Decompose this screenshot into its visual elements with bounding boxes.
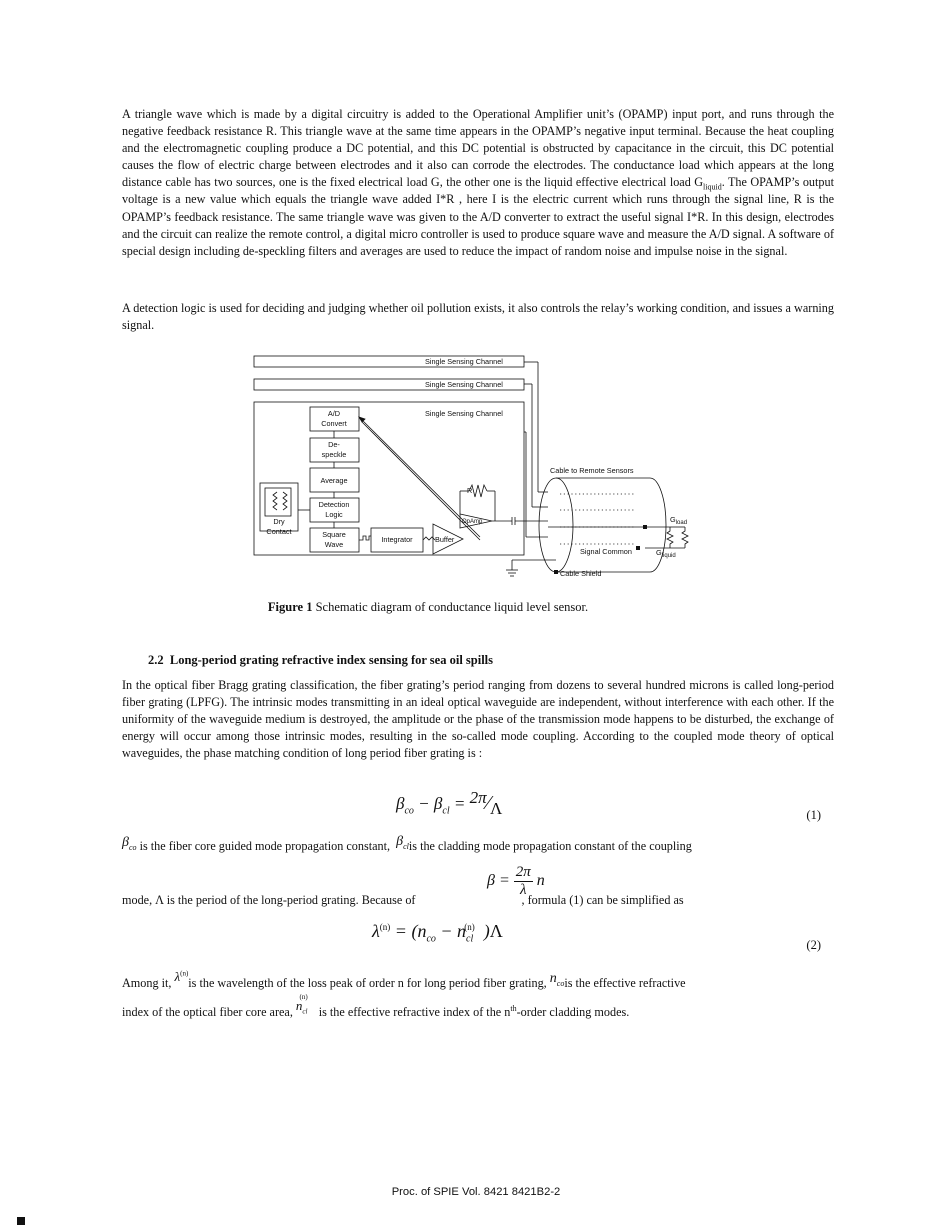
cable-shield-label: Cable Shield <box>560 569 602 578</box>
dry-label-1: Dry <box>273 517 285 526</box>
schematic-figure <box>250 352 700 584</box>
channel-label-3: Single Sensing Channel <box>425 409 503 418</box>
square-label-1: Square <box>322 530 346 539</box>
cable-label: Cable to Remote Sensors <box>550 466 634 475</box>
equation-1: $\beta_{co} - \beta_{cl}$ = 2π⁄Λ <box>396 788 503 818</box>
paragraph-beta: $\beta_{co}$ is the fiber core guided mode propagation constant, $\beta_{cl}is$ the cladding mode propagation constant of the coupling <box>122 834 692 853</box>
detection-label-1: Detection <box>318 500 350 509</box>
dry-label-2: Contact <box>266 527 292 536</box>
average-label: Average <box>320 476 348 485</box>
ad-label-2: Convert <box>321 419 347 428</box>
channel-label-2: Single Sensing Channel <box>425 380 503 389</box>
corner-mark <box>17 1217 25 1225</box>
paragraph-index: index of the optical fiber core area, $n_{cl}^{(n)}$ is the effective refractive index of the $n^{th}$-order cladding modes. <box>122 992 630 1019</box>
cable-cylinder <box>556 478 666 572</box>
despeckle-label-2: speckle <box>321 450 347 459</box>
square-label-2: Wave <box>324 540 344 549</box>
integrator-label: Integrator <box>381 535 413 544</box>
equation-2-number: (2) <box>806 938 821 952</box>
page-footer: Proc. of SPIE Vol. 8421 8421B2-2 <box>391 1186 561 1198</box>
gload-label: $G_{load}$ <box>670 515 688 526</box>
detection-label-2: Logic <box>325 510 343 519</box>
opamp-label: OpAmp <box>462 519 483 525</box>
paragraph-period: mode, Λ is the period of the long-period grating. Because of , formula (1) can be simplified as <box>122 893 684 907</box>
section-heading: 2.2 Long-period grating refractive index sensing for sea oil spills <box>148 653 494 667</box>
beta-formula: β = $\frac{2\pi}{\lambda}$ n <box>487 864 545 898</box>
paragraph-lpfg: In the optical fiber Bragg grating classification, the fiber grating’s period ranging from dozens to several hundred microns is called long-period fiber grating (LPFG). The intrinsic modes transmitting in an ideal optical waveguide are independent, without interference with each other. If the uniformity of the waveguide medium is destroyed, the amplitude or the phase of the transmission mode happens to be disturbed, the exchange of energy will occur among those intrinsic modes, resulting in the so-called mode coupling. According to the coupled mode theory of optical waveguides, the phase matching condition of long period fiber grating is : <box>122 678 834 761</box>
channel-label-1: Single Sensing Channel <box>425 357 503 366</box>
buffer-label: Buffer <box>435 535 455 544</box>
equation-1-number: (1) <box>806 808 821 822</box>
paragraph-detection-logic: A detection logic is used for deciding and judging whether oil pollution exists, it also controls the relay’s working condition, and issues a warning signal. <box>122 301 834 333</box>
equation-2: $\lambda^{(n)} = (n_{co} - n_{cl}^{(n)}$ )Λ <box>372 921 503 945</box>
ad-label-1: A/D <box>327 409 341 418</box>
figure-caption: Figure 1 Schematic diagram of conductance liquid level sensor. <box>267 600 589 614</box>
paragraph-opamp: A triangle wave which is made by a digital circuitry is added to the Operational Amplifier unit’s (OPAMP) input port, and runs through the negative feedback resistance R. This triangle wave at the same time appears in the OPAMP’s negative input terminal. Because the heat coupling and the electromagnetic coupling produce a DC potential, and this DC potential is obstructed by capacitance in the circuit, this DC potential causes the flow of electric charge between electrodes and it also can corrode the electrodes. The conductance load which appears at the long distance cable has two sources, one is the fixed electrical load G, the other one is the liquid effective electrical load $G_{liquid}$. The OPAMP’s output voltage is a new value which equals the triangle wave added I*R , here I is the electric current which runs through the signal line, R is the OPAMP’s feedback resistance. The same triangle wave was given to the A/D converter to extract the useful signal I*R. In this design, electrodes and the circuit can realize the remote control, a digital micro controller is used to produce square wave and measure the A/D signal. A software of special design including de-speckling filters and averages are used to reduce the impact of random noise and impulse noise in the signal. <box>122 107 834 258</box>
resistor-label: R <box>467 486 473 495</box>
signal-common-label: Signal Common <box>580 547 632 556</box>
despeckle-label-1: De- <box>328 440 340 449</box>
paragraph-among-it: Among it, $\lambda^{(n)}is$ the wavelength of the loss peak of order n for long period fiber grating, $n_{co}is$ the effective refractive <box>122 969 686 990</box>
channel-box-3 <box>254 402 524 555</box>
gliquid-label: $G_{liquid}$ <box>656 548 676 559</box>
